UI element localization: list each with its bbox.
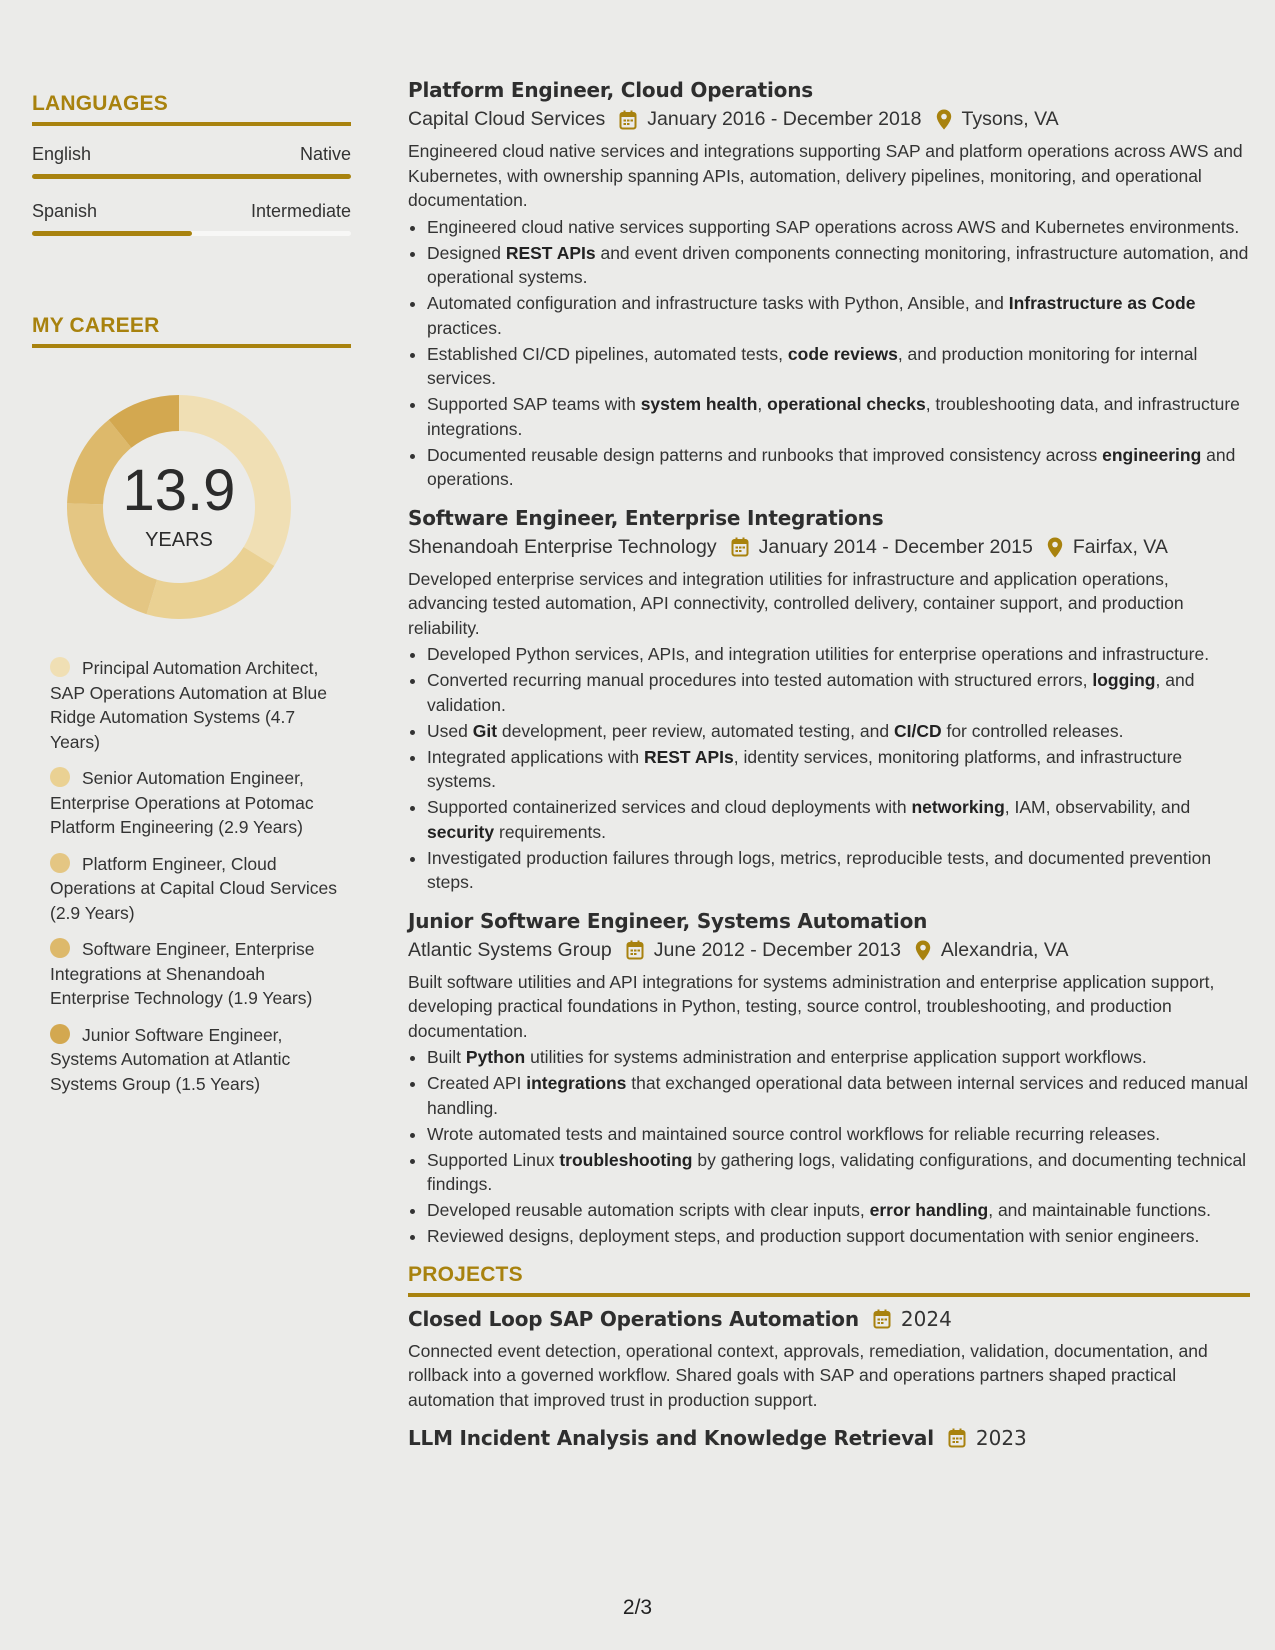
legend-item: [50, 766, 340, 840]
job-meta: [408, 536, 1250, 559]
bullet-item: • Automated configuration and infrastructure tasks with Python, Ansible, and Infrastructure as Code practices.: [427, 291, 1250, 340]
career-heading: MY CAREER: [32, 314, 351, 348]
bullet-item: • Developed Python services, APIs, and integration utilities for enterprise operations and infrastructure.: [427, 642, 1250, 667]
languages-heading: LANGUAGES: [32, 92, 351, 126]
experience-entry: [408, 909, 1250, 1249]
job-dates: June 2012 - December 2013: [653, 938, 901, 961]
project-year: 2024: [900, 1306, 952, 1331]
legend-dot: [50, 657, 70, 677]
calendar-icon: [873, 1309, 891, 1329]
career-total-years: 13.9: [122, 458, 236, 523]
language-item: [32, 201, 351, 236]
donut-slice: [147, 547, 275, 619]
project-description: Connected event detection, operational context, approvals, remediation, validation, documentation, and rollback into a governed workflow. Shared goals with SAP and operations partners shaped practical automation that improved trust in production support.: [408, 1340, 1208, 1410]
job-summary: Built software utilities and API integrations for systems administration and enterprise application support, developing practical foundations in Python, testing, source control, troubleshooting, and production documentation.: [408, 971, 1215, 1041]
bullet-item: • Integrated applications with REST APIs, identity services, monitoring platforms, and infrastructure systems.: [427, 745, 1250, 794]
career-donut-chart: [64, 392, 294, 622]
job-dates: January 2014 - December 2015: [758, 535, 1033, 558]
left-column: [32, 92, 351, 1108]
job-title: Junior Software Engineer, Systems Automation: [408, 908, 928, 933]
legend-dot: [50, 938, 70, 958]
bullet-item: • Developed reusable automation scripts with clear inputs, error handling, and maintainable functions.: [427, 1198, 1250, 1223]
bullet-item: • Built Python utilities for systems administration and enterprise application support workflows.: [427, 1045, 1250, 1070]
legend-label: Platform Engineer, Cloud Operations at Capital Cloud Services (2.9 Years): [50, 853, 337, 923]
language-item: [32, 144, 351, 179]
language-level: Native: [299, 144, 351, 164]
job-bullets: [408, 215, 1250, 492]
experience-entry: [408, 506, 1250, 895]
legend-item: [50, 1023, 340, 1097]
language-name: Spanish: [32, 201, 98, 221]
company-name: Shenandoah Enterprise Technology: [408, 535, 717, 558]
job-location: Fairfax, VA: [1072, 535, 1168, 558]
calendar-icon: [619, 110, 637, 130]
legend-label: Senior Automation Engineer, Enterprise Operations at Potomac Platform Engineering (2.9 Years): [50, 768, 314, 837]
job-summary: Engineered cloud native services and integrations supporting SAP and platform operations across AWS and Kubernetes, with ownership spanning APIs, automation, delivery pipelines, monitoring, and operational documentation.: [408, 141, 1243, 210]
company-name: Atlantic Systems Group: [408, 938, 612, 961]
job-dates: January 2016 - December 2018: [647, 108, 922, 130]
project-entry: [408, 1307, 1250, 1413]
project-entry: [408, 1426, 1250, 1450]
career-total-unit: YEARS: [145, 529, 213, 551]
bullet-item: • Reviewed designs, deployment steps, and production support documentation with senior engineers.: [427, 1224, 1250, 1249]
language-proficiency-bar: [32, 174, 351, 179]
project-year: 2023: [975, 1426, 1027, 1450]
map-pin-icon: [936, 109, 952, 130]
language-proficiency-bar: [32, 231, 351, 236]
project-title: Closed Loop SAP Operations Automation: [408, 1306, 859, 1331]
experience-entry: [408, 78, 1250, 492]
bullet-item: • Supported Linux troubleshooting by gathering logs, validating configurations, and documenting technical findings.: [427, 1148, 1250, 1197]
bullet-item: • Supported containerized services and cloud deployments with networking, IAM, observability, and security requirements.: [427, 795, 1250, 844]
company-name: Capital Cloud Services: [408, 108, 606, 130]
job-meta: [408, 108, 1250, 131]
legend-dot: [50, 767, 70, 787]
legend-item: [50, 937, 340, 1011]
job-bullets: [408, 642, 1250, 895]
job-location: Alexandria, VA: [940, 938, 1069, 961]
job-title: Platform Engineer, Cloud Operations: [408, 78, 813, 102]
map-pin-icon: [915, 940, 931, 961]
bullet-item: • Engineered cloud native services supporting SAP operations across AWS and Kubernetes environments.: [427, 215, 1250, 240]
legend-item: [50, 852, 340, 926]
language-name: English: [32, 144, 92, 164]
legend-label: Junior Software Engineer, Systems Automation at Atlantic Systems Group (1.5 Years): [50, 1024, 291, 1094]
language-proficiency-fill: [32, 174, 351, 179]
project-title: LLM Incident Analysis and Knowledge Retrieval: [408, 1426, 934, 1450]
calendar-icon: [731, 537, 749, 557]
calendar-icon: [626, 940, 644, 960]
bullet-item: • Wrote automated tests and maintained source control workflows for reliable recurring releases.: [427, 1122, 1250, 1147]
bullet-item: • Supported SAP teams with system health, operational checks, troubleshooting data, and infrastructure integrations.: [427, 392, 1250, 441]
right-column: [408, 78, 1250, 1450]
job-bullets: [408, 1045, 1250, 1249]
legend-label: Principal Automation Architect, SAP Operations Automation at Blue Ridge Automation Systems (4.7 Years): [50, 658, 327, 752]
bullet-item: • Documented reusable design patterns and runbooks that improved consistency across engineering and operations.: [427, 443, 1250, 492]
job-summary: Developed enterprise services and integration utilities for infrastructure and application operations, advancing tested automation, API connectivity, controlled delivery, container support, and production reliability.: [408, 568, 1184, 638]
bullet-item: • Investigated production failures through logs, metrics, reproducible tests, and documented prevention steps.: [427, 846, 1250, 895]
bullet-item: • Designed REST APIs and event driven components connecting monitoring, infrastructure automation, and operational systems.: [427, 241, 1250, 290]
legend-dot: [50, 1024, 70, 1044]
job-location: Tysons, VA: [961, 108, 1059, 130]
job-meta: [408, 939, 1250, 962]
language-proficiency-fill: [32, 231, 192, 236]
job-title: Software Engineer, Enterprise Integrations: [408, 505, 884, 530]
legend-item: [50, 656, 340, 754]
legend-label: Software Engineer, Enterprise Integrations at Shenandoah Enterprise Technology (1.9 Years): [50, 939, 315, 1008]
bullet-item: • Used Git development, peer review, automated testing, and CI/CD for controlled releases.: [427, 719, 1250, 744]
legend-dot: [50, 853, 70, 873]
projects-heading: PROJECTS: [408, 1263, 1250, 1297]
calendar-icon: [948, 1428, 966, 1448]
language-level: Intermediate: [250, 201, 351, 221]
career-legend: [50, 656, 340, 1096]
bullet-item: • Established CI/CD pipelines, automated tests, code reviews, and production monitoring for internal services.: [427, 342, 1250, 391]
page-number: 2/3: [622, 1596, 653, 1619]
bullet-item: • Converted recurring manual procedures into tested automation with structured errors, logging, and validation.: [427, 668, 1250, 717]
map-pin-icon: [1047, 537, 1063, 558]
bullet-item: • Created API integrations that exchanged operational data between internal services and reduced manual handling.: [427, 1071, 1250, 1120]
